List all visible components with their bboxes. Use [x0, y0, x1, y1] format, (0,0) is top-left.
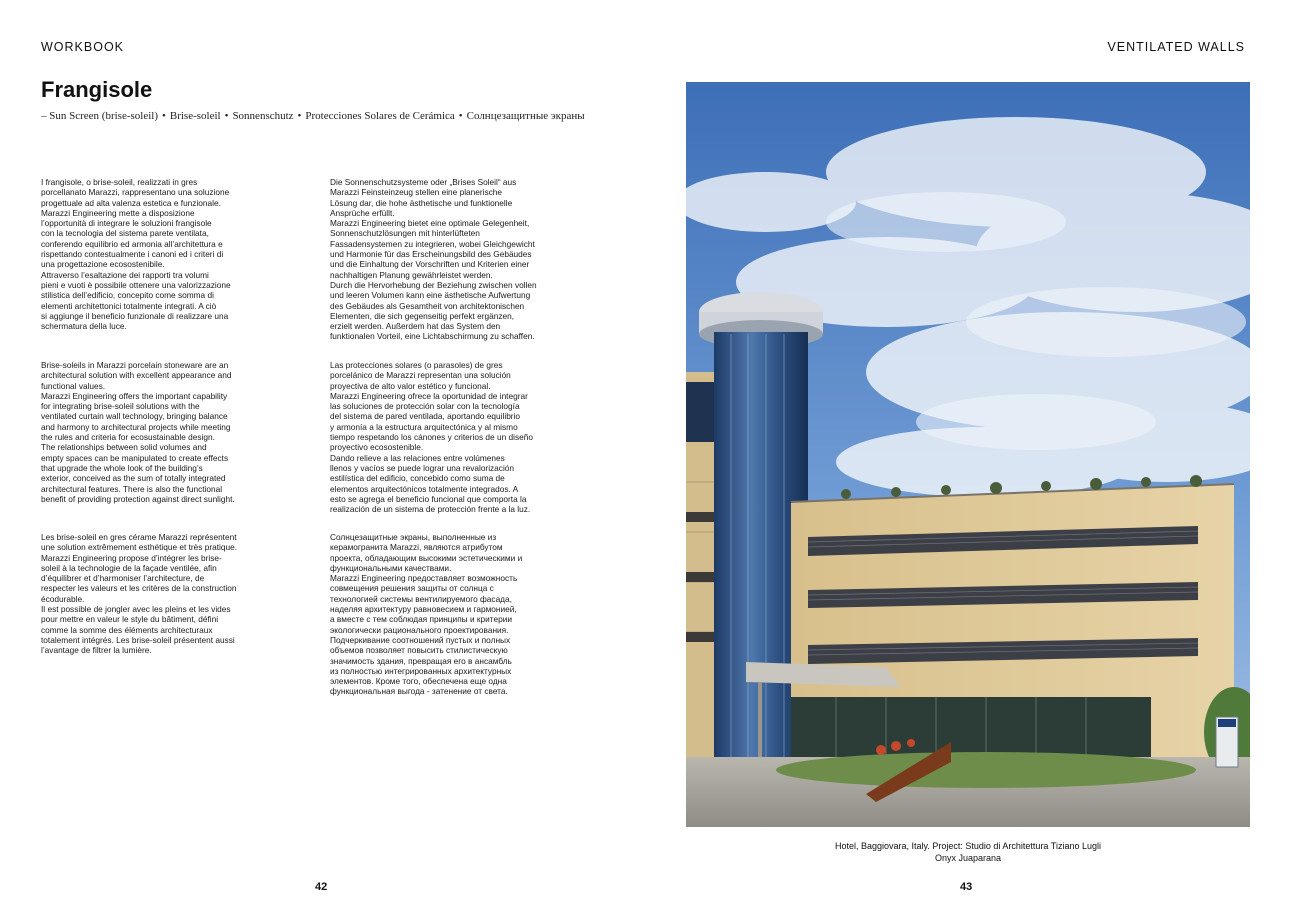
subtitle-separator: •	[162, 110, 166, 122]
page-number-right: 43	[960, 881, 973, 893]
subtitle-item: Sonnenschutz	[232, 110, 294, 122]
subtitle-item: Солнцезащитные экраны	[466, 110, 585, 122]
subtitle-separator: •	[297, 110, 302, 122]
subtitle-separator: •	[458, 110, 463, 122]
paragraph-german: Die Sonnenschutzsysteme oder „Brises Soleil“ aus Marazzi Feinsteinzeug stellen eine planerische Lösung dar, die hohe ästhetische und funktionelle Ansprüche erfüllt. Marazzi Engineering bietet eine optimale Gelegenheit, Sonnenschutzlösungen mit hinterlüfteten Fassadensystemen zu integrieren, wobei Gleichgewicht und Harmonie für das Erscheinungsbild des Gebäudes und die Einhaltung der Vorschriften und Kriterien einer nachhaltigen Planung gewährleistet werden. Durch die Hervorhebung der Beziehung zwischen vollen und leeren Volumen kann eine ästhetische Aufwertung des Gebäudes als Gesamtheit von architektonischen Elementen, die sich gegenseitig perfekt ergänzen, erzielt werden. Außerdem hat das System den funktionalen Vorteil, eine Lichtabschirmung zu schaffen.	[330, 177, 537, 342]
caption-project: Hotel, Baggiovara, Italy. Project: Studio di Architettura Tiziano Lugli	[835, 841, 1101, 851]
subtitle-separator: •	[224, 110, 229, 122]
caption-product: Onyx Juaparana	[934, 852, 1002, 863]
paragraph-russian: Солнцезащитные экраны, выполненные из керамогранита Marazzi, являются атрибутом проекта, обладающим высокими эстетическими и функциональными качествами. Marazzi Engineering предоставляет возможность совмещения решения защиты от солнца с технологией системы вентилируемого фасада, наделяя архитектуру равновесием и гармонией, а вместе с тем соблюдая принципы и критерии экологически рационального проектирования. Подчеркивание соотношений пустых и полных объемов позволяет повысить стилистическую значимость здания, превращая его в ансамбль из полностью интегрированных архитектурных элементов. Кроме того, обеспечена еще одна функциональная выгода - затенение от света.	[330, 532, 523, 697]
paragraph-english: Brise-soleils in Marazzi porcelain stoneware are an architectural solution with excellent appearance and functional values. Marazzi Engineering offers the important capability for integrating brise-soleil solutions with the ventilated curtain wall technology, bringing balance and harmony to architectural projects while meeting the rules and criteria for ecosustainable design. The relationships between solid volumes and empty spaces can be manipulated to create effects that upgrade the whole look of the building’s exterior, conceived as the sum of totally integrated architectural features. There is also the functional benefit of providing protection against direct sunlight.	[41, 360, 235, 504]
running-header-left: WORKBOOK	[41, 40, 125, 54]
building-photo	[686, 82, 1250, 827]
paragraph-italian: I frangisole, o brise-soleil, realizzati in gres porcellanato Marazzi, rappresentano una soluzione progettuale ad alta valenza estetica e funzionale. Marazzi Engineering mette a disposizione l’opportunità di integrare le soluzioni frangisole con la tecnologia del sistema parete ventilata, conferendo equilibrio ed armonia all’architettura e rispettando contestualmente i canoni ed i criteri di una progettazione ecosostenibile. Attraverso l’esaltazione dei rapporti tra volumi pieni e vuoti è possibile ottenere una valorizzazione stilistica dell’edificio, concepito come somma di elementi architettonici totalmente integrati. A ciò si aggiunge il beneficio funzionale di realizzare una schermatura della luce.	[41, 177, 231, 332]
subtitle-item: Brise-soleil	[169, 110, 221, 122]
paragraph-spanish: Las protecciones solares (o parasoles) de gres porcelánico de Marazzi representan una solución proyectiva de alto valor estético y funcional. Marazzi Engineering ofrece la oportunidad de integrar las soluciones de protección solar con la tecnología del sistema de pared ventilada, aportando equilibrio y armonía a la estructura arquitectónica y al mismo tiempo respetando los cánones y criterios de un diseño proyectivo ecosostenible. Dando relieve a las relaciones entre volúmenes llenos y vacíos se puede lograr una revalorización estilística del edificio, concebido como suma de elementos arquitectónicos totalmente integrados. A esto se agrega el beneficio funcional que comporta la realización de un sistema de protección frente a la luz.	[330, 360, 533, 515]
page-title: Frangisole	[41, 77, 153, 102]
subtitle-item: Protecciones Solares de Cerámica	[305, 110, 455, 122]
page-number-left: 42	[315, 881, 328, 893]
subtitle-translations	[41, 110, 585, 122]
subtitle-item: Sun Screen (brise-soleil)	[49, 110, 158, 122]
running-header-right: VENTILATED WALLS	[1107, 40, 1245, 54]
photo-caption	[686, 841, 1250, 864]
subtitle-prefix: –	[41, 110, 50, 122]
paragraph-french: Les brise-soleil en gres cérame Marazzi représentent une solution extrêmement esthétique et très pratique. Marazzi Engineering propose d’intégrer les brise- soleil à la technologie de la façade ventilée, afin d’équilibrer et d’harmoniser l’architecture, de respecter les valeurs et les critères de la construction écodurable. Il est possible de jongler avec les pleins et les vides pour mettre en valeur le style du bâtiment, défini comme la somme des éléments architecturaux totalement intégrés. Les brise-soleil présentent aussi l’avantage de filtrer la lumière.	[41, 532, 238, 656]
